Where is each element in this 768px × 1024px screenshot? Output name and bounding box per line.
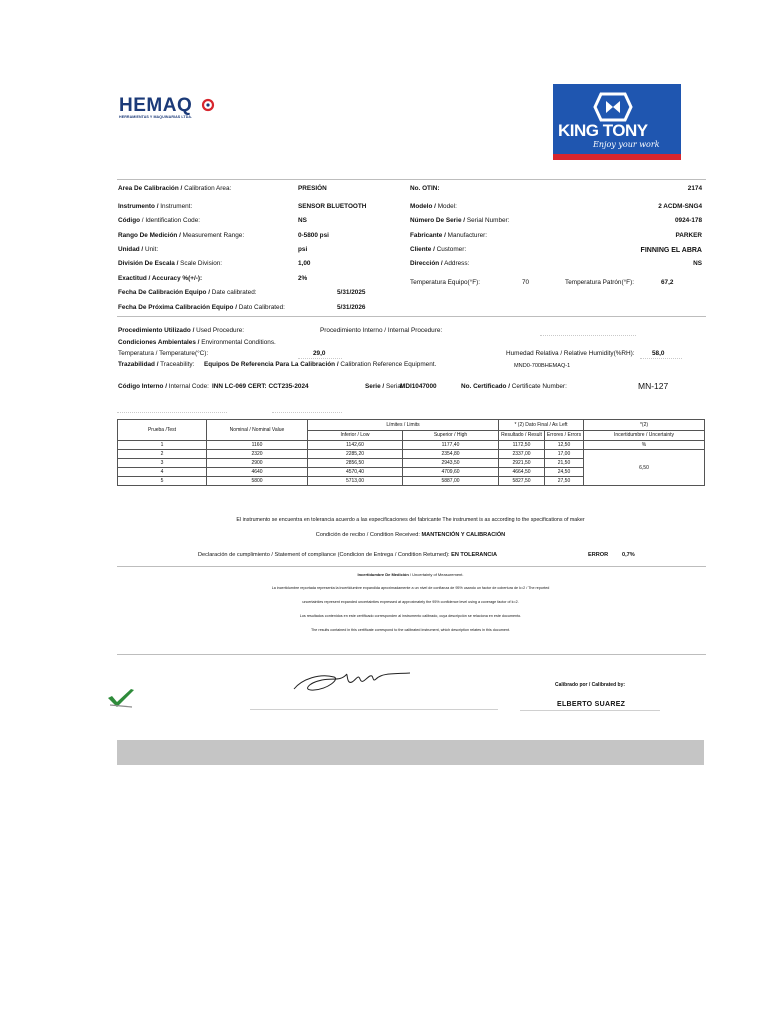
handwritten-signature — [288, 665, 416, 695]
uncertainty-title: Incertidumbre De Medición / Uncertainty of Measurement. — [357, 572, 464, 577]
cell-result: 2921,50 — [499, 459, 545, 468]
cell-result: 5827,50 — [499, 477, 545, 486]
kingtony-slogan: Enjoy your work — [593, 140, 660, 149]
cell-percent: % — [584, 441, 705, 450]
temperature-label: Temperatura / Temperature(°C): — [118, 350, 209, 357]
procedure-label: Procedimiento Utilizado / Used Procedure: — [118, 327, 245, 334]
cell-error: 12,50 — [545, 441, 584, 450]
serie-label: Serie / Serial: — [365, 383, 405, 390]
dotted-separator-2 — [272, 412, 342, 413]
customer-label: Cliente / Customer: — [410, 246, 467, 253]
date-cal-label: Fecha De Calibración Equipo / Date calibrated: — [118, 289, 257, 296]
cell-result: 4664,50 — [499, 468, 545, 477]
cell-low: 2285,20 — [308, 450, 403, 459]
area-label: Area De Calibración / Calibration Area: — [118, 185, 232, 192]
calibrated-by-label: Calibrado por / Calibrated by: — [555, 682, 626, 688]
date-next-label: Fecha De Próxima Calibración Equipo / Dato Calibrated: — [118, 304, 285, 311]
table-row — [118, 441, 705, 450]
signature-rule — [117, 654, 706, 655]
hemaq-tagline: HERRAMIENTAS Y MAQUINARIAS LTDA. — [119, 115, 193, 119]
hemaq-logo — [119, 95, 209, 125]
footer-band — [117, 740, 704, 765]
humidity-label: Humedad Relativa / Relative Humidity(%RH): — [506, 350, 635, 357]
statement-compliance: Declaración de cumplimiento / Statement of compliance (Condicion de Entrega / Condition Returned): EN TOLERANCIA — [198, 552, 498, 558]
cell-low: 4570,40 — [308, 468, 403, 477]
division-value: 1,00 — [298, 260, 311, 267]
cell-uncertainty: 6,50 — [584, 450, 705, 486]
cell-nominal: 4640 — [207, 468, 308, 477]
cert-value: MN-127 — [638, 381, 669, 391]
humidity-underline — [640, 358, 682, 359]
temp-equipo-label: Temperatura Equipo(°F): — [410, 279, 481, 286]
cell-error: 17,00 — [545, 450, 584, 459]
cell-nominal: 2320 — [207, 450, 308, 459]
trace-reference: Equipos De Referencia Para La Calibración / Calibration Reference Equipment. — [204, 361, 437, 368]
range-value: 0-5800 psi — [298, 232, 329, 239]
header-lower: Inferior / Low — [308, 430, 403, 441]
uncertainty-note-2: uncertainties represent expanded uncertainties expressed at approximately the 95% confidence level using a coverage factor of k=2. — [302, 600, 519, 604]
table-row — [118, 450, 705, 459]
temperature-underline — [298, 358, 342, 359]
header-test: Prueba /Test — [118, 420, 207, 441]
cell-low: 1142,60 — [308, 441, 403, 450]
maker-label: Fabricante / Manufacturer: — [410, 232, 488, 239]
hemaq-gear-icon — [201, 98, 215, 112]
division-label: División De Escala / Scale Division: — [118, 260, 223, 267]
temp-patron-label: Temperatura Patrón(°F): — [565, 279, 634, 286]
condition-received: Condición de recibo / Condition Received: MANTENCIÓN Y CALIBRACIÓN — [315, 532, 506, 538]
otin-label: No. OTIN: — [410, 185, 440, 192]
address-label: Dirección / Address: — [410, 260, 470, 267]
cell-nominal: 5800 — [207, 477, 308, 486]
uncertainty-rule — [117, 566, 706, 567]
cell-error: 24,50 — [545, 468, 584, 477]
cell-high: 4709,60 — [403, 468, 499, 477]
cell-result: 2337,00 — [499, 450, 545, 459]
temperature-value: 29,0 — [313, 350, 326, 357]
tolerance-note: El instrumento se encuentra en tolerancia acuerdo a las especificaciones del fabricante The instrument is as according to the specifications of maker — [236, 517, 585, 523]
date-next-value: 5/31/2026 — [337, 304, 366, 311]
kingtony-red-stripe — [553, 154, 681, 160]
trace-code: MND0-700BHEMAQ-1 — [514, 363, 571, 369]
header-bottom-rule — [117, 316, 706, 317]
date-cal-value: 5/31/2025 — [337, 289, 366, 296]
error-value: 0,7% — [622, 552, 635, 558]
internal-code-value: INN LC-069 CERT: CCT235-2024 — [212, 383, 309, 390]
serie-value: MDI1047000 — [400, 383, 437, 390]
customer-value: FINNING EL ABRA — [640, 247, 702, 254]
calibrator-name: ELBERTO SUAREZ — [557, 701, 626, 708]
area-value: PRESIÓN — [298, 185, 327, 192]
accuracy-value: 2% — [298, 275, 308, 282]
cell-test: 4 — [118, 468, 207, 477]
cell-high: 2943,50 — [403, 459, 499, 468]
signature-line — [250, 709, 498, 710]
header-limits: Límites / Limits — [308, 420, 499, 431]
header-uncertainty-top: *(2) — [584, 420, 705, 431]
dotted-separator-1 — [117, 412, 227, 413]
cell-high: 2354,80 — [403, 450, 499, 459]
cell-test: 2 — [118, 450, 207, 459]
serial-label: Número De Serie / Serial Number: — [410, 217, 510, 224]
cell-low: 5713,00 — [308, 477, 403, 486]
unit-label: Unidad / Unit: — [118, 246, 159, 253]
kingtony-name: KING TONY — [558, 121, 648, 140]
header-upper: Superior / High — [403, 430, 499, 441]
code-value: NS — [298, 217, 307, 224]
header-rule — [117, 179, 706, 180]
uncertainty-note-1: La incertidumbre reportada representa la incertidumbre expandida aproximadamente a un nivel de confianza de 95% usando un factor de cobertura de k=2 / The reported — [271, 586, 550, 590]
header-result: Resultado / Result — [499, 430, 545, 441]
calibrator-line — [520, 710, 660, 711]
header-final: * (2) Dato Final / As Left — [499, 420, 584, 431]
humidity-value: 58,0 — [652, 350, 665, 357]
unit-value: psi — [298, 246, 308, 253]
otin-value: 2174 — [687, 185, 702, 192]
cell-test: 1 — [118, 441, 207, 450]
calibration-table — [117, 419, 705, 486]
internal-code-label: Código Interno / Internal Code: — [118, 383, 209, 390]
cell-low: 2856,50 — [308, 459, 403, 468]
range-label: Rango De Medición / Measurement Range: — [118, 232, 245, 239]
temp-patron-value: 67,2 — [661, 279, 674, 286]
temp-equipo-value: 70 — [522, 279, 530, 286]
cell-nominal: 2900 — [207, 459, 308, 468]
cell-nominal: 1160 — [207, 441, 308, 450]
kingtony-emblem-icon — [593, 92, 633, 122]
env-label: Condiciones Ambientales / Environmental Conditions. — [118, 339, 276, 346]
procedure-blank-line — [540, 335, 636, 336]
kingtony-logo — [553, 84, 681, 160]
cell-high: 1177,40 — [403, 441, 499, 450]
procedure-internal: Procedimiento Interno / Internal Procedure: — [320, 327, 443, 334]
address-value: NS — [693, 260, 702, 267]
header-uncertainty: Incertidumbre / Uncertainty — [584, 430, 705, 441]
table-header-row — [118, 420, 705, 431]
serial-value: 0924-178 — [674, 217, 702, 224]
model-value: 2 ACDM-SNG4 — [658, 203, 702, 210]
accuracy-label: Exactitud / Accuracy %(+/-): — [118, 275, 203, 282]
trace-label: Trazabilidad / Traceability: — [118, 361, 195, 368]
model-label: Modelo / Model: — [410, 203, 457, 210]
cell-high: 5887,00 — [403, 477, 499, 486]
maker-value: PARKER — [675, 232, 702, 239]
checkmark-icon — [106, 688, 136, 710]
cell-result: 1172,50 — [499, 441, 545, 450]
header-errors: Errores / Errors — [545, 430, 584, 441]
uncertainty-note-3: Los resultados contenidos en este certificado corresponden al instrumento calibrado, cuya descripción se relaciona en este documento. — [299, 614, 522, 618]
cert-label: No. Certificado / Certificate Number: — [461, 383, 567, 390]
hemaq-logo-name: HEMAQ — [119, 95, 193, 116]
instrument-value: SENSOR BLUETOOTH — [298, 203, 367, 210]
cell-error: 27,50 — [545, 477, 584, 486]
error-label: ERROR — [588, 552, 609, 558]
cell-test: 3 — [118, 459, 207, 468]
cell-error: 21,50 — [545, 459, 584, 468]
cell-test: 5 — [118, 477, 207, 486]
code-label: Código / Identification Code: — [118, 217, 201, 224]
instrument-label: Instrumento / Instrument: — [118, 203, 193, 210]
header-nominal: Nominal / Nominal Value — [207, 420, 308, 441]
uncertainty-note-4: The results contained in this certificate correspond to the calibrated instrument, which description relates in this document. — [310, 628, 511, 632]
